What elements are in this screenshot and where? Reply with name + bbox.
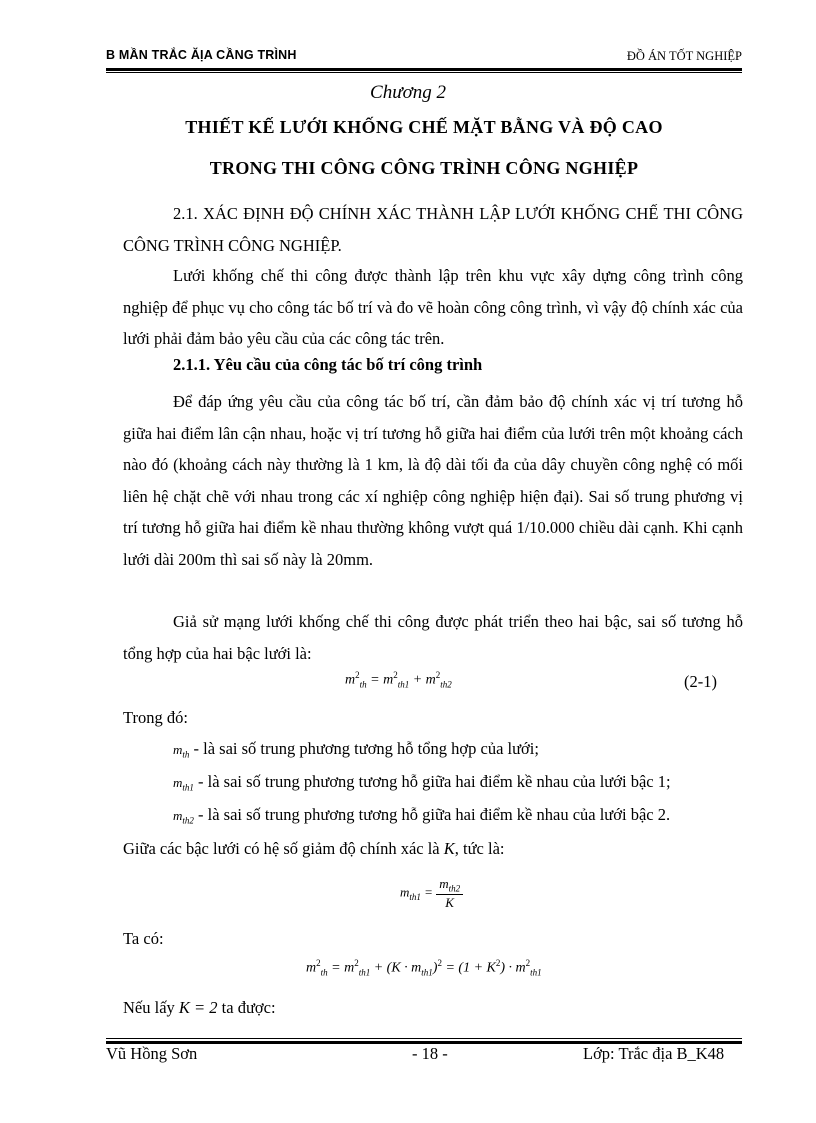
paragraph-2: Để đáp ứng yêu cầu của công tác bố trí, cần đảm bảo độ chính xác vị trí tương hỗ giữa hai điểm lân cận nhau, hoặc vị trí tương hỗ giữa hai điểm của lưới trên một khoảng cách nào đó (khoảng cách này thường là 1 km, là độ dài tối đa của dây chuyền công nghệ có mối liên hệ chặt chẽ với nhau trong các xí nghiệp công nghiệp hiện đại). Sai số trung phương vị trí tương hỗ giữa hai điểm kề nhau thường không vượt quá 1/10.000 chiều dài cạnh. Khi cạnh lưới dài 200m thì sai số này là 20mm. <box>123 392 743 569</box>
footer-rule-thin <box>106 1038 742 1039</box>
paragraph-3: Giả sử mạng lưới khống chế thi công được phát triển theo hai bậc, sai số tương hỗ tổng hợp của hai bậc lưới là: <box>123 612 743 663</box>
definition-m-th: $m_{th}$ - là sai số trung phương tương hỗ tổng hợp của lưới; <box>173 739 539 760</box>
between-levels-end: , tức là: <box>454 839 505 858</box>
definition-m-th1-text: - là sai số trung phương tương hỗ giữa hai điểm kề nhau của lưới bậc 1; <box>198 772 671 791</box>
header-rule-thin <box>106 72 742 73</box>
definition-m-th-text: - là sai số trung phương tương hỗ tổng hợp của lưới; <box>193 739 539 758</box>
if-k-pre: Nếu lấy <box>123 998 175 1017</box>
definition-m-th2: $m_{th2}$ - là sai số trung phương tương hỗ giữa hai điểm kề nhau của lưới bậc 2. <box>173 805 671 826</box>
chapter-title-line-1: THIẾT KẾ LƯỚI KHỐNG CHẾ MẶT BẰNG VÀ ĐỘ CAO <box>185 117 663 137</box>
chapter-label: Chương 2 <box>370 82 446 103</box>
definition-m-th2-text: - là sai số trung phương tương hỗ giữa hai điểm kề nhau của lưới bậc 2. <box>198 805 671 824</box>
if-k-sentence <box>123 998 276 1018</box>
equation-2-1: $m^2_{th} = m^2_{th1} + m^2_{th2}$ <box>345 670 452 690</box>
where-label: Trong đó: <box>123 708 188 727</box>
page-header <box>106 48 742 68</box>
chapter-title-line-2: TRONG THI CÔNG CÔNG TRÌNH CÔNG NGHIỆP <box>209 158 639 178</box>
header-rule-thick <box>106 68 742 71</box>
heading-2-1-1: 2.1.1. Yêu cầu của công tác bố trí công trình <box>173 355 483 374</box>
equation-ratio: $m_{th1}$ = $\frac{m_{th2}}{K}$ <box>400 876 463 911</box>
paragraph-1: Lưới khống chế thi công được thành lập trên khu vực xây dựng công trình công nghiệp để phục vụ cho công tác bố trí và đo vẽ hoàn công công trình, vì vậy độ chính xác của lưới phải đảm bảo yêu cầu của các công tác trên. <box>123 266 743 348</box>
footer-page-number: - 18 - <box>412 1044 448 1063</box>
between-levels-sentence <box>123 839 504 859</box>
variable-k: K <box>443 839 455 858</box>
if-k-post: ta được: <box>221 998 276 1017</box>
between-levels-text: Giữa các bậc lưới có hệ số giảm độ chính xác là <box>123 839 440 858</box>
footer-author: Vũ Hồng Sơn <box>106 1044 198 1063</box>
equation-expansion: $m^2_{th} = m^2_{th1} + (K \cdot m_{th1})^2 = (1 + K^2) \cdot m^2_{th1}$ <box>306 958 542 978</box>
definition-m-th1: $m_{th1}$ - là sai số trung phương tương hỗ giữa hai điểm kề nhau của lưới bậc 1; <box>173 772 671 793</box>
k-equals-2: K = 2 <box>178 998 218 1017</box>
we-have-label: Ta có: <box>123 929 164 948</box>
equation-number: (2-1) <box>684 672 717 691</box>
header-right-text: ĐỒ ÁN TỐT NGHIỆP <box>626 49 742 63</box>
section-heading-2-1: 2.1. XÁC ĐỊNH ĐỘ CHÍNH XÁC THÀNH LẬP LƯỚI KHỐNG CHẾ THI CÔNG CÔNG TRÌNH CÔNG NGHIỆP. <box>123 204 743 255</box>
header-left-text: B MẦN TRẮC ĂỊA CẦNG TRÌNH <box>106 48 297 62</box>
footer-class: Lớp: Trắc địa B_K48 <box>583 1044 725 1063</box>
